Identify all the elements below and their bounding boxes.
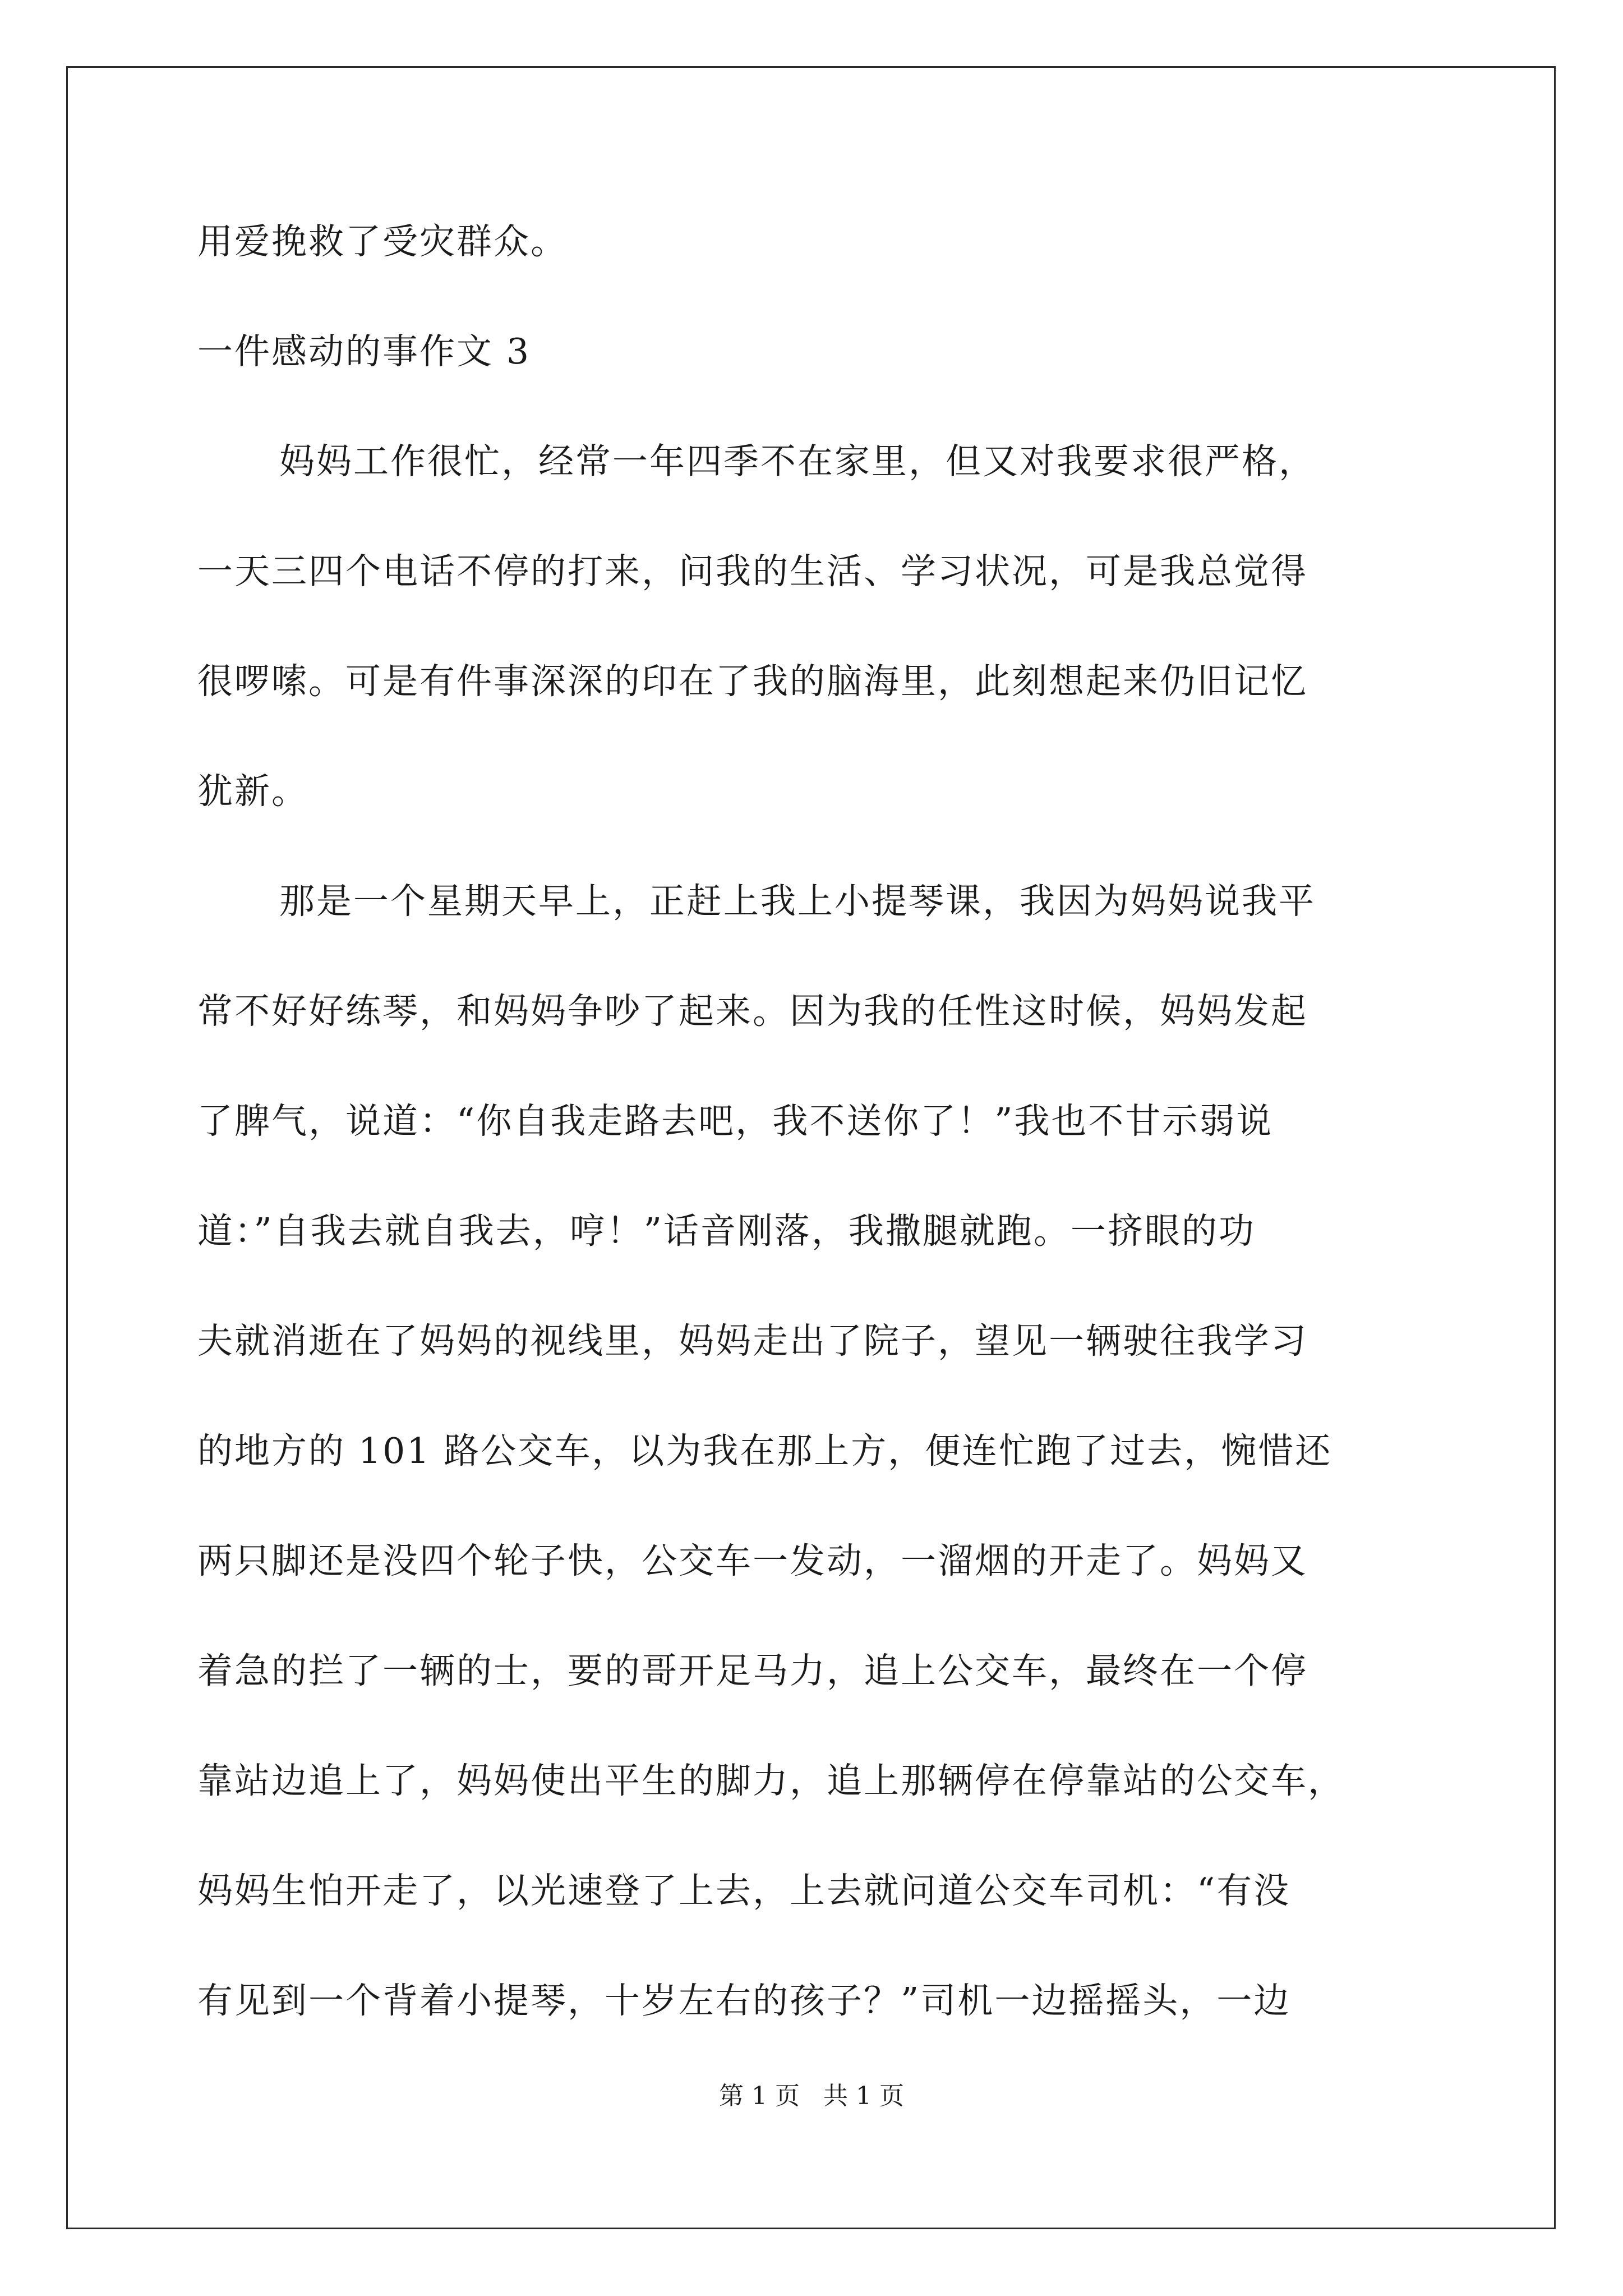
text-line: 了脾气，说道：“你自我走路去吧，我不送你了！”我也不甘示弱说 bbox=[197, 1101, 1274, 1142]
text-line: 很啰嗦。可是有件事深深的印在了我的脑海里，此刻想起来仍旧记忆 bbox=[197, 661, 1308, 702]
text-line: 夫就消逝在了妈妈的视线里，妈妈走出了院子，望见一辆驶往我学习 bbox=[197, 1320, 1308, 1361]
text-line: 道：”自我去就自我去，哼！”话音刚落，我撒腿就跑。一挤眼的功 bbox=[197, 1211, 1256, 1251]
text-line: 妈妈生怕开走了，以光速登了上去，上去就问道公交车司机：“有没 bbox=[197, 1870, 1291, 1911]
text-line: 妈妈工作很忙，经常一年四季不在家里，但又对我要求很严格， bbox=[279, 441, 1316, 482]
section-heading: 一件感动的事作文 3 bbox=[197, 331, 531, 372]
text-line: 靠站边追上了，妈妈使出平生的脚力，追上那辆停在停靠站的公交车， bbox=[197, 1760, 1345, 1801]
page-footer: 第 1 页 共 1 页 bbox=[719, 2082, 904, 2110]
text-line: 那是一个星期天早上，正赶上我上小提琴课，我因为妈妈说我平 bbox=[279, 881, 1316, 922]
text-line: 一天三四个电话不停的打来，问我的生活、学习状况，可是我总觉得 bbox=[197, 551, 1308, 592]
text-line: 用爱挽救了受灾群众。 bbox=[197, 221, 568, 262]
text-line: 的地方的 101 路公交车，以为我在那上方，便连忙跑了过去，惋惜还 bbox=[197, 1430, 1332, 1471]
text-line: 着急的拦了一辆的士，要的哥开足马力，追上公交车，最终在一个停 bbox=[197, 1650, 1308, 1691]
text-line: 犹新。 bbox=[197, 771, 308, 812]
text-line: 两只脚还是没四个轮子快，公交车一发动，一溜烟的开走了。妈妈又 bbox=[197, 1540, 1308, 1581]
text-line: 有见到一个背着小提琴，十岁左右的孩子？”司机一边摇摇头，一边 bbox=[197, 1980, 1291, 2021]
document-body bbox=[197, 222, 1426, 2021]
text-line: 常不好好练琴，和妈妈争吵了起来。因为我的任性这时候，妈妈发起 bbox=[197, 991, 1308, 1032]
